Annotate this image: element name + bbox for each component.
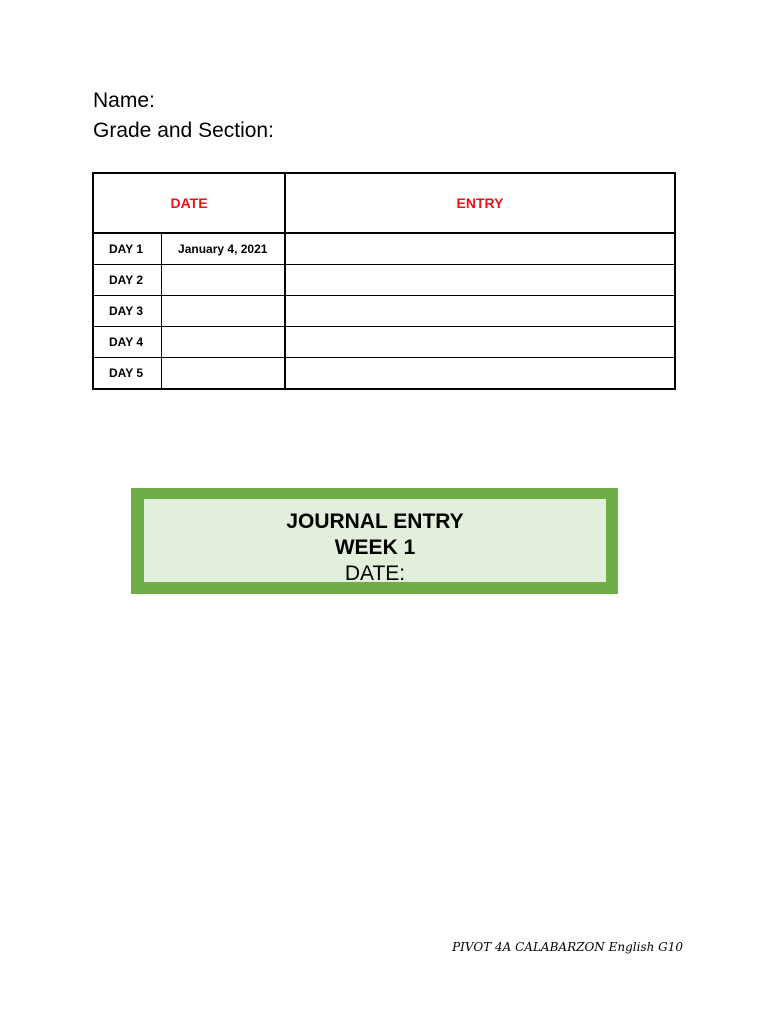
entry-cell (285, 358, 675, 390)
date-cell (161, 296, 285, 327)
grade-section-label: Grade and Section: (93, 119, 274, 142)
table-row (93, 296, 675, 327)
entry-column-header: ENTRY (285, 173, 675, 233)
journal-schedule-table (92, 172, 676, 390)
journal-date-label: DATE: (344, 562, 406, 585)
page-footer: PIVOT 4A CALABARZON English G10 (452, 940, 683, 954)
date-cell (161, 358, 285, 390)
name-label: Name: (93, 89, 155, 112)
day-label: DAY 3 (93, 296, 161, 327)
table-row (93, 265, 675, 296)
date-cell (161, 327, 285, 358)
journal-entry-banner (131, 488, 618, 594)
date-cell (161, 265, 285, 296)
entry-cell (285, 233, 675, 265)
day-label: DAY 4 (93, 327, 161, 358)
day-label: DAY 5 (93, 358, 161, 390)
table-row (93, 233, 675, 265)
table-row (93, 327, 675, 358)
date-column-header: DATE (93, 173, 285, 233)
table-header-row (93, 173, 675, 233)
journal-week: WEEK 1 (334, 536, 416, 559)
journal-entry-panel (144, 499, 606, 585)
day-label: DAY 1 (93, 233, 161, 265)
entry-cell (285, 265, 675, 296)
date-cell: January 4, 2021 (161, 233, 285, 265)
day-label: DAY 2 (93, 265, 161, 296)
entry-cell (285, 327, 675, 358)
journal-title: JOURNAL ENTRY (286, 510, 464, 533)
entry-cell (285, 296, 675, 327)
table-row (93, 358, 675, 390)
